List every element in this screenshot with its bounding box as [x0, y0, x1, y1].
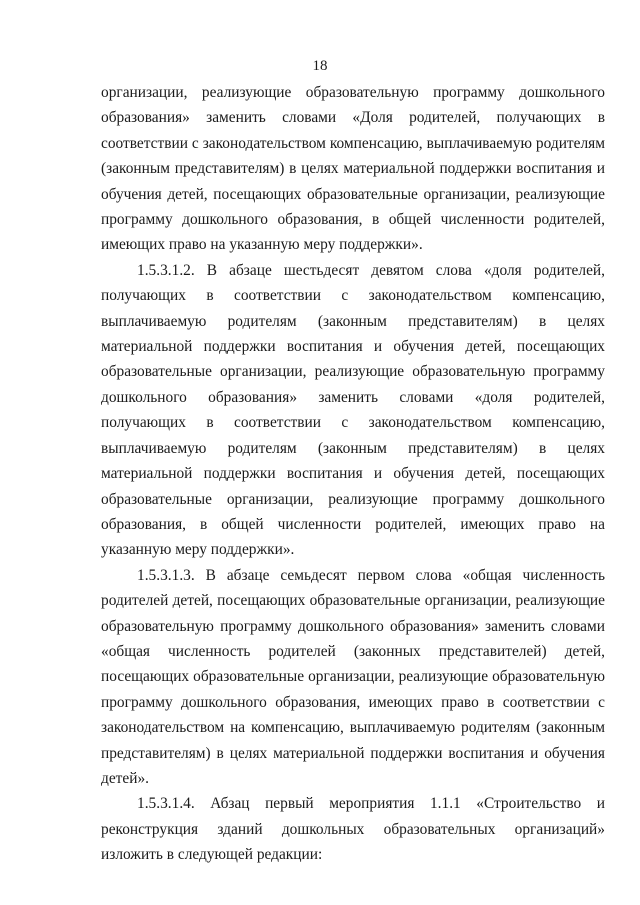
paragraph-1-5-3-1-2: 1.5.3.1.2. В абзаце шестьдесят девятом слова «доля родителей, получающих в соответствии с законодательством компенсацию, выплачиваемую родителям (законным представителям) в целях материальной поддержки воспитания и обучения детей, посещающих образовательные организации, реализующие образовательную программу дошкольного образования» заменить словами «доля родителей, получающих в соответствии с законодательством компенсацию, выплачиваемую родителям (законным представителям) в целях материальной поддержки воспитания и обучения детей, посещающих образовательные организации, реализующие программу дошкольного образования, в общей численности родителей, имеющих право на указанную меру поддержки». — [101, 261, 605, 559]
paragraph-1-5-3-1-4: 1.5.3.1.4. Абзац первый мероприятия 1.1.1 «Строительство и реконструкция зданий дошкольных образовательных организаций» изложить в следующей редакции: — [101, 795, 605, 864]
paragraph-1-5-3-1-3: 1.5.3.1.3. В абзаце семьдесят первом слова «общая численность родителей детей, посещающих образовательные организации, реализующие образовательную программу дошкольного образования» заменить словами «общая численность родителей (законных представителей) детей, посещающих образовательные организации, реализующие образовательную программу дошкольного образования, имеющих право в соответствии с законодательством на компенсацию, выплачиваемую родителям (законным представителям) в целях материальной поддержки воспитания и обучения детей». — [101, 566, 605, 787]
document-body — [101, 80, 605, 868]
paragraph-continuation: организации, реализующие образовательную программу дошкольного образования» заменить словами «Доля родителей, получающих в соответствии с законодательством компенсацию, выплачиваемую родителям (законным представителям) в целях материальной поддержки воспитания и обучения детей, посещающих образовательные организации, реализующие программу дошкольного образования, в общей численности родителей, имеющих право на указанную меру поддержки». — [101, 84, 605, 254]
page-number: 18 — [312, 58, 328, 74]
